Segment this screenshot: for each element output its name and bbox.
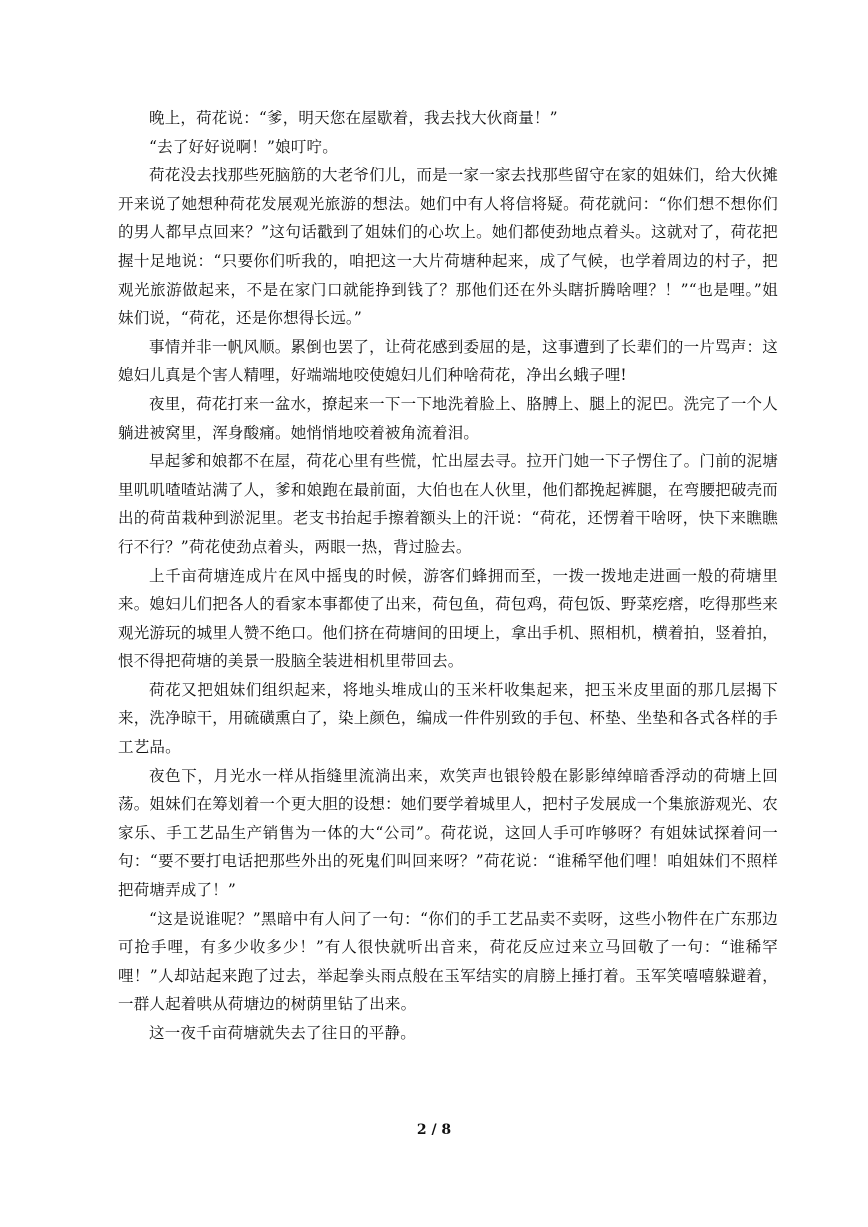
paragraph: 上千亩荷塘连成片在风中摇曳的时候，游客们蜂拥而至，一拨一拨地走进画一般的荷塘里来。媳妇儿们把各人的看家本事都使了出来，荷包鱼，荷包鸡，荷包饭、野菜疙瘩，吃得那些来观光游玩的城里人赞不绝口。他们挤在荷塘间的田埂上，拿出手机、照相机，横着拍，竖着拍，恨不得把荷塘的美景一股脑全装进相机里带回去。 <box>118 566 778 671</box>
paragraph: “去了好好说啊！”娘叮咛。 <box>149 137 338 156</box>
paragraph: 事情并非一帆风顺。累倒也罢了，让荷花感到委屈的是，这事遭到了长辈们的一片骂声：这媳妇儿真是个害人精哩，好端端地咬使媳妇儿们种啥荷花，净出幺蛾子哩! <box>118 337 778 385</box>
paragraph: “这是说谁呢？”黑暗中有人问了一句：“你们的手工艺品卖不卖呀，这些小物件在广东那边可抢手哩，有多少收多少！”有人很快就听出音来，荷花反应过来立马回敬了一句：“谁稀罕哩！”人却站起来跑了过去，举起拳头雨点般在玉军结实的肩膀上捶打着。玉军笑嘻嘻躲避着，一群人起着哄从荷塘边的树荫里钻了出来。 <box>118 909 778 1014</box>
paragraph: 这一夜千亩荷塘就失去了往日的平静。 <box>149 1024 416 1042</box>
paragraph: 早起爹和娘都不在屋，荷花心里有些慌，忙出屋去寻。拉开门她一下子愣住了。门前的泥塘里叽叽喳喳站满了人，爹和娘跑在最前面，大伯也在人伙里，他们都挽起裤腿，在弯腰把破壳而出的荷苗栽种到淤泥里。老支书抬起手擦着额头上的汗说：“荷花，还愣着干啥呀，快下来瞧瞧行不行？”荷花使劲点着头，两眼一热，背过脸去。 <box>118 452 778 556</box>
paragraph: 荷花没去找那些死脑筋的大老爷们儿，而是一家一家去找那些留守在家的姐妹们，给大伙摊开来说了她想种荷花发展观光旅游的想法。她们中有人将信将疑。荷花就问：“你们想不想你们的男人都早点回来？”这句话戳到了姐妹们的心坎上。她们都使劲地点着头。这就对了，荷花把握十足地说：“只要你们听我的，咱把这一大片荷塘种起来，成了气候，也学着周边的村子，把观光旅游做起来，不是在家门口就能挣到钱了？那他们还在外头瞎折腾啥哩？！”“也是哩。”姐妹们说，“荷花，还是你想得长远。” <box>118 166 778 328</box>
document-body <box>118 104 778 1048</box>
page-number: 2 / 8 <box>416 1122 452 1138</box>
paragraph: 荷花又把姐妹们组织起来，将地头堆成山的玉米杆收集起来，把玉米皮里面的那几层揭下来，洗净晾干，用硫磺熏白了，染上颜色，编成一件件别致的手包、杯垫、坐垫和各式各样的手工艺品。 <box>118 680 778 757</box>
paragraph: 夜色下，月光水一样从指缝里流淌出来，欢笑声也银铃般在影影绰绰暗香浮动的荷塘上回荡。姐妹们在筹划着一个更大胆的设想：她们要学着城里人，把村子发展成一个集旅游观光、农家乐、手工艺品生产销售为一体的大“公司”。荷花说，这回人手可咋够呀？有姐妹试探着问一句：“要不要打电话把那些外出的死鬼们叫回来呀？”荷花说：“谁稀罕他们哩！咱姐妹们不照样把荷塘弄成了！” <box>118 766 778 900</box>
paragraph: 晚上，荷花说：“爹，明天您在屋歇着，我去找大伙商量！” <box>149 109 558 127</box>
paragraph: 夜里，荷花打来一盆水，撩起来一下一下地洗着脸上、胳膊上、腿上的泥巴。洗完了一个人躺进被窝里，浑身酸痛。她悄悄地咬着被角流着泪。 <box>118 394 778 442</box>
